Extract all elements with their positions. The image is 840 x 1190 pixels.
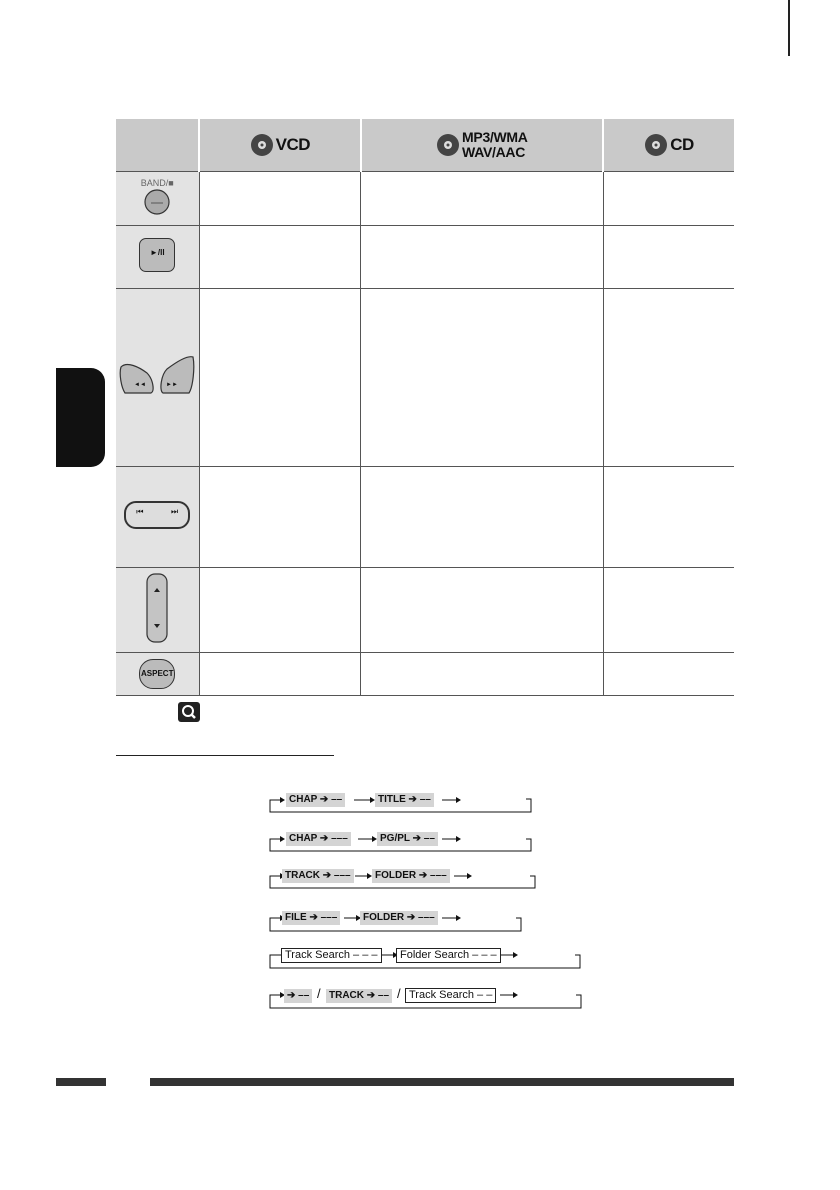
flow4-file: FILE ➔ –––: [282, 911, 340, 925]
flow2-pgpl: PG/PL ➔ ––: [377, 832, 438, 846]
format-mp3-label-2: WAV/AAC: [462, 144, 526, 160]
play-pause-icon: ►/II: [149, 247, 165, 257]
rew-label: ◄◄: [134, 382, 146, 388]
flow1-chap: CHAP ➔ ––: [286, 793, 345, 807]
flow3-folder: FOLDER ➔ –––: [372, 869, 450, 883]
flow3-track: TRACK ➔ –––: [282, 869, 354, 883]
footer-bar: [150, 1078, 734, 1086]
flow6-track-search: Track Search – –: [405, 988, 496, 1003]
flow4-folder: FOLDER ➔ –––: [360, 911, 438, 925]
format-cd-label: CD: [670, 135, 694, 154]
flow5-track-search: Track Search – – –: [281, 948, 382, 963]
flow2-chap: CHAP ➔ –––: [286, 832, 351, 846]
footer-bar-left: [56, 1078, 106, 1086]
format-vcd-label: VCD: [275, 135, 311, 154]
flow1-title: TITLE ➔ ––: [375, 793, 434, 807]
format-mp3-label-1: MP3/WMA: [462, 129, 528, 145]
band-stop-label: BAND/■: [140, 178, 174, 188]
flow6-sep1: /: [317, 986, 321, 1001]
flow6-track: TRACK ➔ ––: [326, 989, 392, 1003]
next-icon: ⏭: [171, 506, 179, 516]
flow6-arrow: ➔ ––: [284, 989, 312, 1003]
prev-icon: ⏮: [136, 506, 144, 516]
aspect-label: ASPECT: [139, 659, 175, 689]
ff-label: ►►: [166, 382, 178, 388]
flow6-sep2: /: [397, 986, 401, 1001]
flow5-folder-search: Folder Search – – –: [396, 948, 501, 963]
